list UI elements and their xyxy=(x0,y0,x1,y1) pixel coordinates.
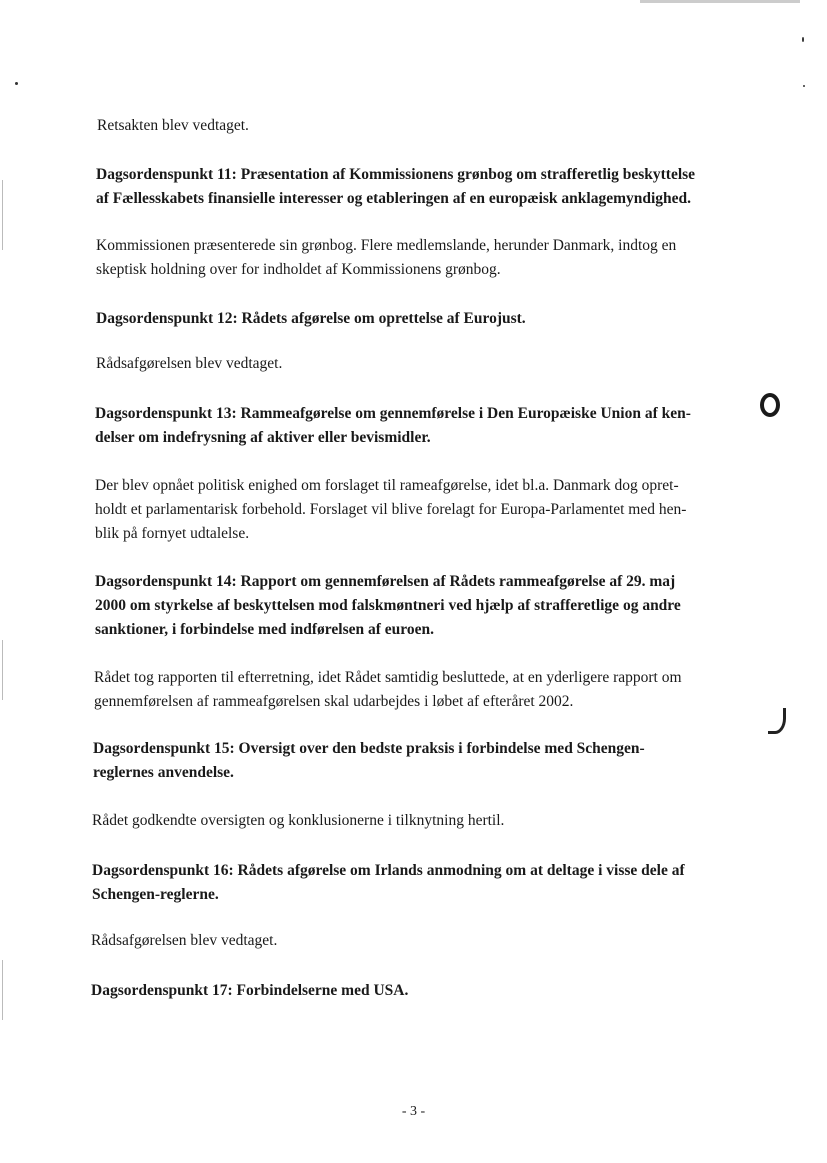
heading-line: af Fællesskabets finansielle interesser og etableringen af en europæisk anklagemyndighed. xyxy=(96,190,692,207)
body-line: Rådet tog rapporten til efterretning, idet Rådet samtidig besluttede, at en yderligere rapport om xyxy=(94,669,682,686)
agenda-item-heading xyxy=(96,307,526,331)
scan-dot xyxy=(802,37,804,42)
agenda-item-body xyxy=(96,234,676,282)
agenda-item-heading xyxy=(92,859,685,907)
body-line: Kommissionen præsenterede sin grønbog. Flere medlemslande, herunder Danmark, indtog en xyxy=(96,237,677,254)
page-number: - 3 - xyxy=(401,1104,426,1119)
punch-hole-mark xyxy=(768,708,786,734)
body-line: skeptisk holdning over for indholdet af Kommissionens grønbog. xyxy=(96,261,501,278)
scan-dot xyxy=(803,85,805,87)
scan-edge-line xyxy=(2,640,3,700)
scan-edge-line xyxy=(2,960,3,1020)
heading-line: Dagsordenspunkt 15: Oversigt over den bedste praksis i forbindelse med Schengen- xyxy=(93,740,645,757)
heading-line: Dagsordenspunkt 11: Præsentation af Kommissionens grønbog om strafferetlig beskyttelse xyxy=(96,166,696,183)
agenda-item-heading xyxy=(91,979,408,1003)
agenda-item-heading xyxy=(95,570,681,642)
body-line: blik på fornyet udtalelse. xyxy=(95,525,250,542)
agenda-item-body xyxy=(94,666,682,714)
agenda-item-body xyxy=(91,929,277,953)
scan-edge-line xyxy=(2,180,3,250)
body-line: gennemførelsen af rammeafgørelsen skal udarbejdes i løbet af efteråret 2002. xyxy=(94,693,574,710)
agenda-item-body xyxy=(96,352,282,376)
heading-line: delser om indefrysning af aktiver eller bevismidler. xyxy=(95,429,431,446)
agenda-item-body xyxy=(95,474,686,546)
body-line: Rådet godkendte oversigten og konklusionerne i tilknytning hertil. xyxy=(92,812,505,829)
heading-line: Dagsordenspunkt 12: Rådets afgørelse om oprettelse af Eurojust. xyxy=(96,310,526,327)
intro-text: Retsakten blev vedtaget. xyxy=(97,117,249,134)
body-line: holdt et parlamentarisk forbehold. Forslaget vil blive forelagt for Europa-Parlamentet med hen- xyxy=(95,501,687,518)
agenda-item-heading xyxy=(96,163,695,211)
agenda-item-heading xyxy=(95,402,691,450)
heading-line: Dagsordenspunkt 14: Rapport om gennemførelsen af Rådets rammeafgørelse af 29. maj xyxy=(95,573,676,590)
body-line: Der blev opnået politisk enighed om forslaget til rameafgørelse, idet bl.a. Danmark dog opret- xyxy=(95,477,679,494)
agenda-item-body xyxy=(92,809,504,833)
scan-dot xyxy=(15,82,18,85)
scan-streak xyxy=(640,0,800,3)
heading-line: Schengen-reglerne. xyxy=(92,886,219,903)
heading-line: Dagsordenspunkt 13: Rammeafgørelse om gennemførelse i Den Europæiske Union af ken- xyxy=(95,405,691,422)
heading-line: sanktioner, i forbindelse med indførelsen af euroen. xyxy=(95,621,435,638)
heading-line: 2000 om styrkelse af beskyttelsen mod falskmøntneri ved hjælp af strafferetlige og andre xyxy=(95,597,681,614)
heading-line: reglernes anvendelse. xyxy=(93,764,234,781)
body-line: Rådsafgørelsen blev vedtaget. xyxy=(96,355,283,372)
heading-line: Dagsordenspunkt 16: Rådets afgørelse om Irlands anmodning om at deltage i visse dele af xyxy=(92,862,685,879)
punch-hole-mark xyxy=(760,393,780,417)
agenda-item-heading xyxy=(93,737,645,785)
heading-line: Dagsordenspunkt 17: Forbindelserne med USA. xyxy=(91,982,409,999)
body-line: Rådsafgørelsen blev vedtaget. xyxy=(91,932,278,949)
